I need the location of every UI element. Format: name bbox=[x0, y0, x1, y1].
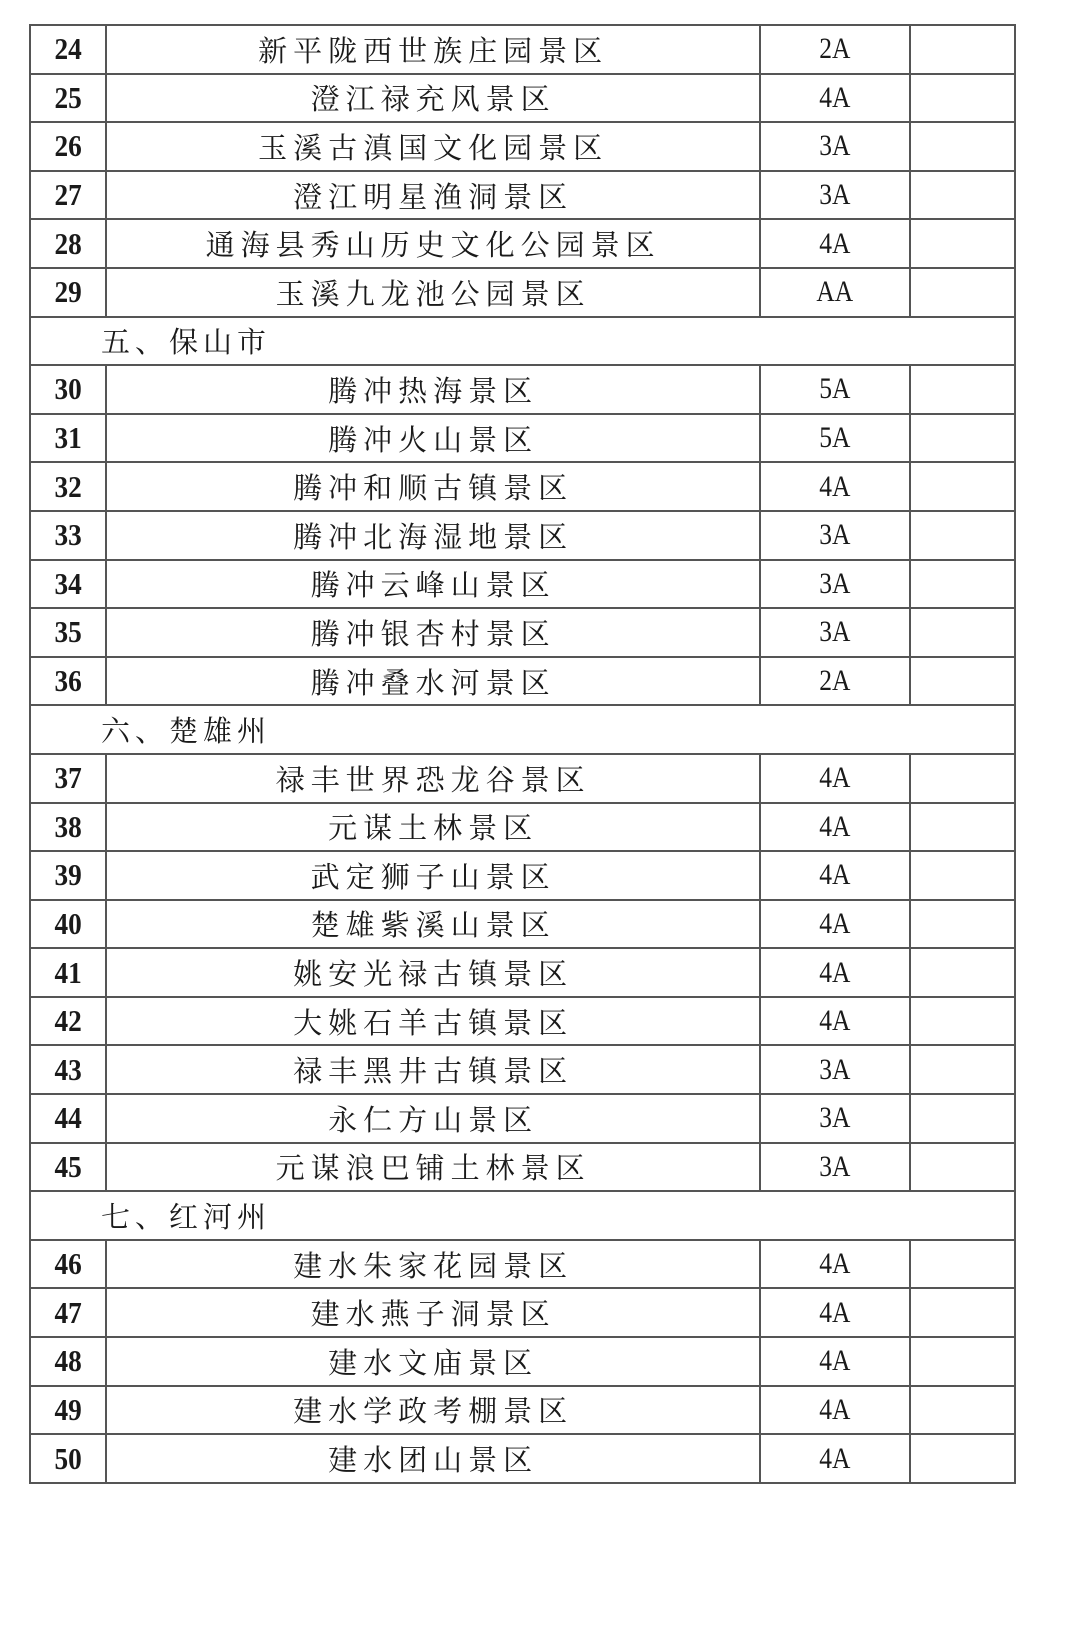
note-cell bbox=[910, 1288, 1015, 1337]
grade-level: 4A bbox=[771, 74, 898, 123]
grade-level: 4A bbox=[771, 997, 898, 1046]
row-number: 44 bbox=[35, 1094, 102, 1143]
grade-level: 5A bbox=[771, 414, 898, 463]
row-number: 36 bbox=[35, 657, 102, 706]
note-cell bbox=[910, 851, 1015, 900]
note-cell bbox=[910, 1337, 1015, 1386]
note-cell bbox=[910, 1240, 1015, 1289]
table-row bbox=[30, 219, 1015, 268]
grade-level: 3A bbox=[771, 608, 898, 657]
scenic-area-name: 澄江禄充风景区 bbox=[106, 74, 760, 123]
table-row bbox=[30, 803, 1015, 852]
section-header-row bbox=[30, 705, 1015, 754]
scenic-area-name: 大姚石羊古镇景区 bbox=[106, 997, 760, 1046]
note-cell bbox=[910, 74, 1015, 123]
row-number: 27 bbox=[35, 171, 102, 220]
note-cell bbox=[910, 657, 1015, 706]
row-number: 42 bbox=[35, 997, 102, 1046]
grade-level: 3A bbox=[771, 1094, 898, 1143]
table-row bbox=[30, 560, 1015, 609]
note-cell bbox=[910, 1386, 1015, 1435]
grade-level: 3A bbox=[771, 171, 898, 220]
table-row bbox=[30, 657, 1015, 706]
grade-level: 5A bbox=[771, 365, 898, 414]
grade-level: 4A bbox=[771, 754, 898, 803]
scenic-area-name: 建水朱家花园景区 bbox=[106, 1240, 760, 1289]
section-title: 六、楚雄州 bbox=[30, 705, 1015, 754]
row-number: 50 bbox=[35, 1434, 102, 1483]
scenic-area-name: 腾冲叠水河景区 bbox=[106, 657, 760, 706]
scenic-area-name: 腾冲云峰山景区 bbox=[106, 560, 760, 609]
table-row bbox=[30, 462, 1015, 511]
grade-level: AA bbox=[771, 268, 898, 317]
table-row bbox=[30, 948, 1015, 997]
note-cell bbox=[910, 122, 1015, 171]
note-cell bbox=[910, 754, 1015, 803]
grade-level: 4A bbox=[771, 803, 898, 852]
note-cell bbox=[910, 171, 1015, 220]
grade-level: 4A bbox=[771, 1240, 898, 1289]
row-number: 25 bbox=[35, 74, 102, 123]
row-number: 39 bbox=[35, 851, 102, 900]
row-number: 35 bbox=[35, 608, 102, 657]
note-cell bbox=[910, 219, 1015, 268]
scenic-area-name: 建水团山景区 bbox=[106, 1434, 760, 1483]
section-header-row bbox=[30, 317, 1015, 366]
grade-level: 4A bbox=[771, 851, 898, 900]
note-cell bbox=[910, 462, 1015, 511]
note-cell bbox=[910, 997, 1015, 1046]
row-number: 30 bbox=[35, 365, 102, 414]
row-number: 41 bbox=[35, 948, 102, 997]
table-row bbox=[30, 608, 1015, 657]
table-row bbox=[30, 1386, 1015, 1435]
table-row bbox=[30, 851, 1015, 900]
note-cell bbox=[910, 25, 1015, 74]
grade-level: 4A bbox=[771, 948, 898, 997]
note-cell bbox=[910, 900, 1015, 949]
scenic-area-table bbox=[29, 24, 1016, 1484]
row-number: 26 bbox=[35, 122, 102, 171]
grade-level: 4A bbox=[771, 1434, 898, 1483]
table-row bbox=[30, 414, 1015, 463]
scenic-area-name: 腾冲和顺古镇景区 bbox=[106, 462, 760, 511]
row-number: 28 bbox=[35, 219, 102, 268]
grade-level: 3A bbox=[771, 122, 898, 171]
grade-level: 4A bbox=[771, 1337, 898, 1386]
scenic-area-name: 腾冲北海湿地景区 bbox=[106, 511, 760, 560]
table-row bbox=[30, 1094, 1015, 1143]
grade-level: 2A bbox=[771, 657, 898, 706]
scenic-area-name: 建水燕子洞景区 bbox=[106, 1288, 760, 1337]
table-row bbox=[30, 171, 1015, 220]
note-cell bbox=[910, 1045, 1015, 1094]
table-row bbox=[30, 25, 1015, 74]
row-number: 29 bbox=[35, 268, 102, 317]
note-cell bbox=[910, 1143, 1015, 1192]
section-title: 七、红河州 bbox=[30, 1191, 1015, 1240]
row-number: 46 bbox=[35, 1240, 102, 1289]
grade-level: 3A bbox=[771, 511, 898, 560]
note-cell bbox=[910, 1434, 1015, 1483]
row-number: 48 bbox=[35, 1337, 102, 1386]
row-number: 33 bbox=[35, 511, 102, 560]
scenic-area-name: 澄江明星渔洞景区 bbox=[106, 171, 760, 220]
table-row bbox=[30, 1288, 1015, 1337]
table-row bbox=[30, 997, 1015, 1046]
scenic-area-name: 通海县秀山历史文化公园景区 bbox=[106, 219, 760, 268]
scenic-area-name: 永仁方山景区 bbox=[106, 1094, 760, 1143]
table-row bbox=[30, 268, 1015, 317]
row-number: 32 bbox=[35, 462, 102, 511]
grade-level: 3A bbox=[771, 1143, 898, 1192]
scenic-area-name: 禄丰世界恐龙谷景区 bbox=[106, 754, 760, 803]
grade-level: 4A bbox=[771, 219, 898, 268]
note-cell bbox=[910, 414, 1015, 463]
note-cell bbox=[910, 948, 1015, 997]
scenic-area-name: 楚雄紫溪山景区 bbox=[106, 900, 760, 949]
table-row bbox=[30, 1045, 1015, 1094]
table-row bbox=[30, 1143, 1015, 1192]
note-cell bbox=[910, 1094, 1015, 1143]
row-number: 24 bbox=[35, 25, 102, 74]
grade-level: 4A bbox=[771, 900, 898, 949]
scenic-area-name: 武定狮子山景区 bbox=[106, 851, 760, 900]
scenic-area-name: 姚安光禄古镇景区 bbox=[106, 948, 760, 997]
grade-level: 4A bbox=[771, 462, 898, 511]
table-body bbox=[30, 25, 1015, 1483]
table-row bbox=[30, 1240, 1015, 1289]
scenic-area-name: 玉溪古滇国文化园景区 bbox=[106, 122, 760, 171]
scenic-area-name: 玉溪九龙池公园景区 bbox=[106, 268, 760, 317]
scenic-area-name: 腾冲火山景区 bbox=[106, 414, 760, 463]
note-cell bbox=[910, 365, 1015, 414]
grade-level: 4A bbox=[771, 1386, 898, 1435]
table-row bbox=[30, 754, 1015, 803]
note-cell bbox=[910, 608, 1015, 657]
row-number: 45 bbox=[35, 1143, 102, 1192]
note-cell bbox=[910, 511, 1015, 560]
scenic-area-name: 腾冲热海景区 bbox=[106, 365, 760, 414]
row-number: 47 bbox=[35, 1288, 102, 1337]
note-cell bbox=[910, 803, 1015, 852]
scenic-area-name: 禄丰黑井古镇景区 bbox=[106, 1045, 760, 1094]
row-number: 31 bbox=[35, 414, 102, 463]
section-header-row bbox=[30, 1191, 1015, 1240]
scenic-area-name: 元谋浪巴铺土林景区 bbox=[106, 1143, 760, 1192]
table-row bbox=[30, 1337, 1015, 1386]
row-number: 49 bbox=[35, 1386, 102, 1435]
grade-level: 3A bbox=[771, 560, 898, 609]
scenic-area-name: 腾冲银杏村景区 bbox=[106, 608, 760, 657]
table-row bbox=[30, 74, 1015, 123]
scenic-area-name: 新平陇西世族庄园景区 bbox=[106, 25, 760, 74]
table-row bbox=[30, 365, 1015, 414]
row-number: 34 bbox=[35, 560, 102, 609]
section-title: 五、保山市 bbox=[30, 317, 1015, 366]
grade-level: 4A bbox=[771, 1288, 898, 1337]
row-number: 43 bbox=[35, 1045, 102, 1094]
row-number: 37 bbox=[35, 754, 102, 803]
scenic-area-name: 元谋土林景区 bbox=[106, 803, 760, 852]
table-row bbox=[30, 122, 1015, 171]
table-row bbox=[30, 900, 1015, 949]
scenic-area-name: 建水文庙景区 bbox=[106, 1337, 760, 1386]
note-cell bbox=[910, 268, 1015, 317]
row-number: 40 bbox=[35, 900, 102, 949]
note-cell bbox=[910, 560, 1015, 609]
grade-level: 3A bbox=[771, 1045, 898, 1094]
table-row bbox=[30, 1434, 1015, 1483]
row-number: 38 bbox=[35, 803, 102, 852]
grade-level: 2A bbox=[771, 25, 898, 74]
table-row bbox=[30, 511, 1015, 560]
scenic-area-name: 建水学政考棚景区 bbox=[106, 1386, 760, 1435]
